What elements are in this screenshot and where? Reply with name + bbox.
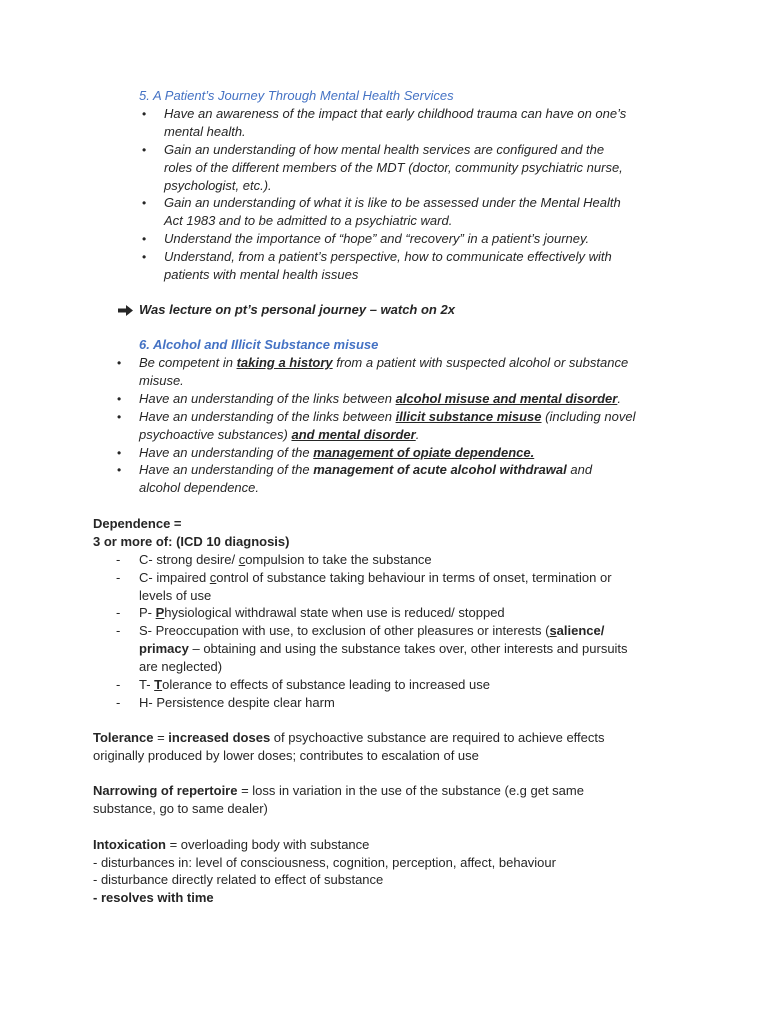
section-6-bullet-4-line-1: Have an understanding of the management of opiate dependence.: [139, 445, 535, 460]
section-5-bullet-5-line-2: patients with mental health issues: [164, 267, 359, 282]
section-5-bullet-1-line-1: Have an awareness of the impact that early childhood trauma can have on one’s: [164, 106, 627, 121]
bullet-icon: •: [142, 143, 147, 157]
intoxication-point-1: - disturbances in: level of consciousness, cognition, perception, affect, behaviour: [93, 855, 556, 870]
bullet-icon: •: [142, 196, 147, 210]
section-6-bullet-5-line-1: Have an understanding of the management of acute alcohol withdrawal and: [139, 462, 593, 477]
narrowing-definition-line-2: substance, go to same dealer): [93, 801, 268, 816]
section-5-heading: 5. A Patient’s Journey Through Mental Health Services: [139, 88, 454, 103]
criteria-control-line-1: C- impaired control of substance taking behaviour in terms of onset, termination or: [139, 570, 612, 585]
dependence-title: Dependence =: [93, 516, 182, 531]
bullet-icon: •: [117, 410, 122, 424]
bullet-icon: •: [117, 356, 122, 370]
section-5-bullet-2-line-2: roles of the different members of the MDT (doctor, community psychiatric nurse,: [164, 160, 623, 175]
section-6-bullet-1-line-2: misuse.: [139, 373, 184, 388]
section-5-bullet-2-line-1: Gain an understanding of how mental health services are configured and the: [164, 142, 605, 157]
bullet-icon: •: [117, 446, 122, 460]
arrow-right-icon: [117, 304, 134, 317]
section-5-bullet-5-line-1: Understand, from a patient’s perspective, how to communicate effectively with: [164, 249, 612, 264]
section-6-bullet-1-line-1: Be competent in taking a history from a patient with suspected alcohol or substance: [139, 355, 629, 370]
dash-bullet: -: [116, 570, 121, 585]
criteria-physiological: P- Physiological withdrawal state when use is reduced/ stopped: [139, 605, 505, 620]
bullet-icon: •: [142, 232, 147, 246]
dash-bullet: -: [116, 677, 121, 692]
dash-bullet: -: [116, 695, 121, 710]
bullet-icon: •: [117, 392, 122, 406]
intoxication-point-3: - resolves with time: [93, 890, 214, 905]
dash-bullet: -: [116, 552, 121, 567]
criteria-salience-line-1: S- Preoccupation with use, to exclusion of other pleasures or interests (salience/: [139, 623, 605, 638]
section-6-heading: 6. Alcohol and Illicit Substance misuse: [139, 337, 379, 352]
section-6-bullet-5-line-2: alcohol dependence.: [139, 480, 259, 495]
tolerance-definition-line-1: Tolerance = increased doses of psychoactive substance are required to achieve effects: [93, 730, 605, 745]
bullet-icon: •: [142, 107, 147, 121]
section-5-bullet-4-line-1: Understand the importance of “hope” and “recovery” in a patient’s journey.: [164, 231, 590, 246]
criteria-salience-line-3: are neglected): [139, 659, 223, 674]
section-6-bullet-3-line-2: psychoactive substances) and mental disorder.: [139, 427, 420, 442]
bullet-icon: •: [117, 463, 122, 477]
dash-bullet: -: [116, 623, 121, 638]
section-5-bullet-3-line-2: Act 1983 and to be admitted to a psychiatric ward.: [164, 213, 453, 228]
section-6-bullet-3-line-1: Have an understanding of the links between illicit substance misuse (including novel: [139, 409, 636, 424]
criteria-control-line-2: levels of use: [139, 588, 212, 603]
narrowing-definition-line-1: Narrowing of repertoire = loss in variation in the use of the substance (e.g get same: [93, 783, 584, 798]
intoxication-definition: Intoxication = overloading body with substance: [93, 837, 370, 852]
lecture-note: Was lecture on pt’s personal journey – watch on 2x: [139, 302, 455, 317]
bullet-icon: •: [142, 250, 147, 264]
dependence-subtitle: 3 or more of: (ICD 10 diagnosis): [93, 534, 290, 549]
section-6-bullet-2-line-1: Have an understanding of the links between alcohol misuse and mental disorder.: [139, 391, 621, 406]
dash-bullet: -: [116, 605, 121, 620]
tolerance-definition-line-2: originally produced by lower doses; contributes to escalation of use: [93, 748, 479, 763]
section-5-bullet-2-line-3: psychologist, etc.).: [164, 178, 272, 193]
criteria-compulsion: C- strong desire/ compulsion to take the substance: [139, 552, 432, 567]
section-5-bullet-3-line-1: Gain an understanding of what it is like to be assessed under the Mental Health: [164, 195, 621, 210]
criteria-harm: H- Persistence despite clear harm: [139, 695, 335, 710]
intoxication-point-2: - disturbance directly related to effect of substance: [93, 872, 384, 887]
criteria-salience-line-2: primacy – obtaining and using the substance takes over, other interests and pursuits: [139, 641, 628, 656]
criteria-tolerance: T- Tolerance to effects of substance leading to increased use: [139, 677, 490, 692]
section-5-bullet-1-line-2: mental health.: [164, 124, 246, 139]
